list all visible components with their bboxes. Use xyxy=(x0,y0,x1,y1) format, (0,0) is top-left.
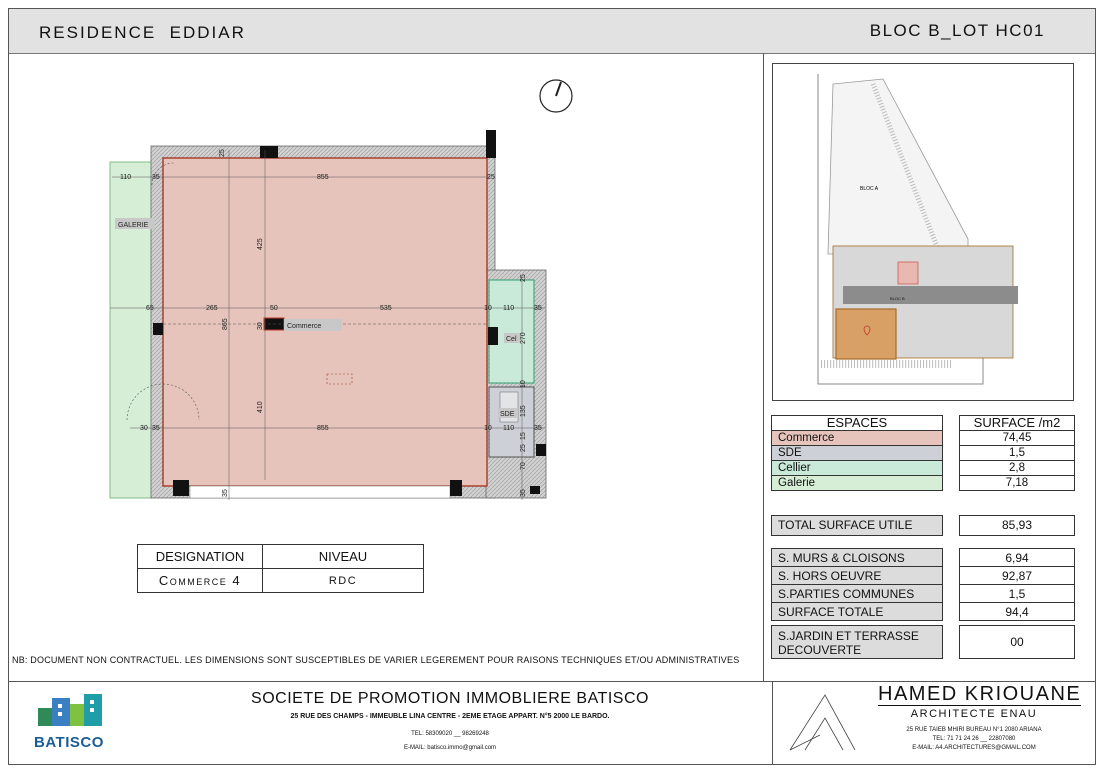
project-title: RESIDENCE EDDIAR xyxy=(39,23,246,42)
dim-410: 410 xyxy=(257,401,264,413)
dim-65: 65 xyxy=(146,305,154,312)
dim-mid-35: 35 xyxy=(534,305,542,312)
surface-totale-label: SURFACE TOTALE xyxy=(772,603,943,621)
architect-name: HAMED KRIOUANE xyxy=(878,683,1082,705)
bloc-b-label: BLOC B xyxy=(890,296,905,301)
dim-70: 70 xyxy=(520,462,527,470)
murs-label: S. MURS & CLOISONS xyxy=(772,549,943,567)
surface-cellier: 2,8 xyxy=(960,461,1075,476)
dim-265: 265 xyxy=(206,305,218,312)
site-plan xyxy=(772,63,1074,401)
dim-mid-110: 110 xyxy=(503,305,515,312)
dim-135: 135 xyxy=(520,405,527,417)
company-address: 25 RUE DES CHAMPS - IMMEUBLE LINA CENTRE - 2EME ETAGE APPART. N°5 2000 LE BARDO. xyxy=(290,713,610,720)
vertical-divider xyxy=(763,53,764,681)
dim-bottom-35d: 35 xyxy=(520,489,527,497)
totals-values xyxy=(959,548,1075,621)
architect-tel: TEL: 71 71 24 26 __ 22807080 xyxy=(932,736,1016,742)
dim-bottom-35b: 35 xyxy=(534,425,542,432)
jardin-value: 00 xyxy=(959,625,1075,659)
surface-totale-value: 94,4 xyxy=(960,603,1075,621)
parties-communes-label: S.PARTIES COMMUNES xyxy=(772,585,943,603)
espace-commerce: Commerce xyxy=(772,431,943,446)
commerce-label: Commerce xyxy=(287,323,322,330)
architect-title: ARCHITECTE ENAU xyxy=(910,708,1038,720)
dim-15: 15 xyxy=(520,432,527,440)
niveau-value: RDC xyxy=(263,569,424,593)
dim-bottom-30: 30 xyxy=(140,425,148,432)
dim-35: 35 xyxy=(152,174,160,181)
dim-cel-25: 25 xyxy=(520,274,527,282)
designation-table xyxy=(137,544,424,593)
dim-425: 425 xyxy=(257,238,264,250)
espace-sde: SDE xyxy=(772,446,943,461)
dim-10: 10 xyxy=(484,305,492,312)
total-utile-value: 85,93 xyxy=(959,515,1075,536)
galerie-label: GALERIE xyxy=(118,222,149,229)
galerie-area xyxy=(110,162,152,498)
espace-galerie: Galerie xyxy=(772,476,943,491)
espaces-header: ESPACES xyxy=(772,416,943,431)
surface-sde: 1,5 xyxy=(960,446,1075,461)
sde-label: SDE xyxy=(500,411,515,418)
floor-plan xyxy=(100,75,560,515)
dim-bottom-35c: 35 xyxy=(222,489,229,497)
designation-value: Commerce 4 xyxy=(138,569,263,593)
hors-oeuvre-value: 92,87 xyxy=(960,567,1075,585)
company-email: E-MAIL: batisco.immo@gmail.com xyxy=(403,745,497,751)
surface-table xyxy=(959,415,1075,491)
hors-oeuvre-label: S. HORS OEUVRE xyxy=(772,567,943,585)
dim-50: 50 xyxy=(270,305,278,312)
dim-small-10: 10 xyxy=(520,380,527,388)
lot-title: BLOC B_LOT HC01 xyxy=(869,21,1045,40)
dim-bottom-110: 110 xyxy=(503,425,515,432)
dim-bottom-width: 855 xyxy=(317,425,329,432)
dim-small-25: 25 xyxy=(219,149,226,157)
architect-email: E-MAIL: A4.ARCHITECTURES@GMAIL.COM xyxy=(912,745,1036,751)
architect-logo-icon xyxy=(785,690,860,755)
dim-535: 535 xyxy=(380,305,392,312)
jardin-label: S.JARDIN ET TERRASSE DECOUVERTE xyxy=(771,625,943,659)
batisco-logo-text: BATISCO xyxy=(34,734,104,751)
disclaimer-note: NB: DOCUMENT NON CONTRACTUEL. LES DIMENSIONS SONT SUSCEPTIBLES DE VARIER LEGEREMENT POUR RAISONS TECHNIQUES ET/OU ADMINISTRATIVES xyxy=(12,655,740,665)
footer-vertical-divider xyxy=(772,681,773,765)
dim-865: 865 xyxy=(222,318,229,330)
dim-25b: 25 xyxy=(520,444,527,452)
surface-header: SURFACE /m2 xyxy=(960,416,1075,431)
dim-bottom-35: 35 xyxy=(152,425,160,432)
architect-address: 25 RUE TAIEB MHIRI BUREAU N°1 2080 ARIANA xyxy=(906,727,1042,733)
dim-25: 25 xyxy=(487,174,495,181)
surface-galerie: 7,18 xyxy=(960,476,1075,491)
dim-110: 110 xyxy=(120,174,132,181)
company-name: SOCIETE DE PROMOTION IMMOBLIERE BATISCO xyxy=(251,690,649,707)
espaces-table xyxy=(771,415,943,491)
niveau-header: NIVEAU xyxy=(263,545,424,569)
bloc-a-label: BLOC A xyxy=(860,186,879,192)
designation-header: DESIGNATION xyxy=(138,545,263,569)
architect-contact xyxy=(878,726,1070,753)
espace-cellier: Cellier xyxy=(772,461,943,476)
dim-bottom-10: 10 xyxy=(484,425,492,432)
murs-value: 6,94 xyxy=(960,549,1075,567)
footer-divider xyxy=(9,681,1095,682)
dim-270: 270 xyxy=(520,332,527,344)
title-bar xyxy=(9,9,1095,54)
dim-30: 30 xyxy=(257,322,264,330)
total-utile-label: TOTAL SURFACE UTILE xyxy=(771,515,943,536)
totals-labels xyxy=(771,548,943,621)
batisco-logo xyxy=(30,690,140,760)
surface-commerce: 74,45 xyxy=(960,431,1075,446)
company-tel: TEL: 58309020 __ 98269248 xyxy=(411,731,489,737)
cellier-label: Cel xyxy=(506,336,517,343)
parties-communes-value: 1,5 xyxy=(960,585,1075,603)
dim-top-width: 855 xyxy=(317,174,329,181)
